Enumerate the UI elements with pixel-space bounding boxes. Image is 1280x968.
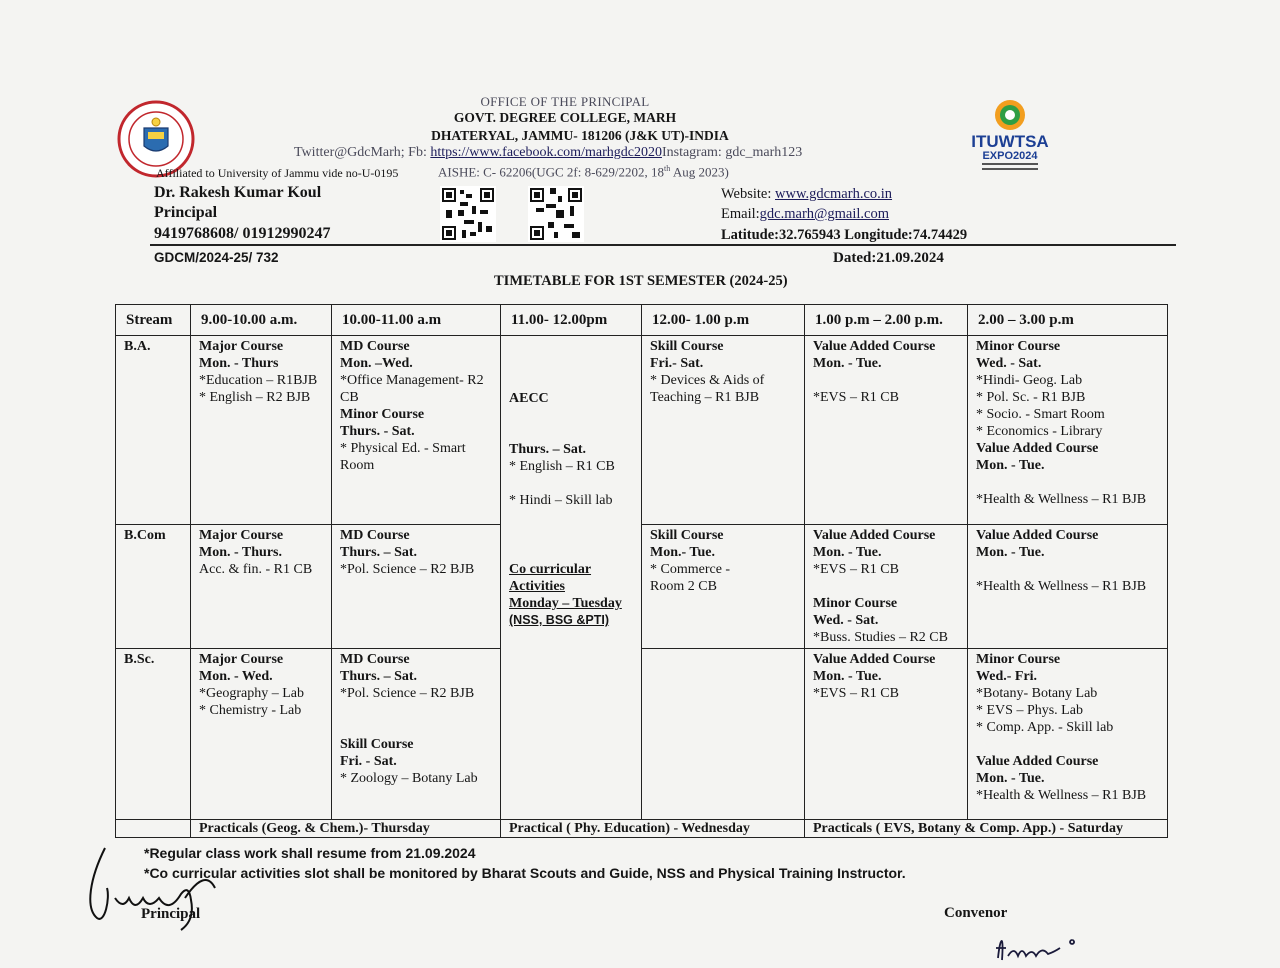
- social-prefix: Twitter@GdcMarh; Fb:: [294, 145, 431, 160]
- cocurricular-2: Activities: [509, 579, 565, 594]
- ba-slot-1: Major Course Mon. - Thurs *Education – R1BJB * English – R2 BJB: [191, 336, 332, 525]
- aishe-code: [438, 164, 729, 180]
- email-line: [721, 206, 889, 223]
- email-link[interactable]: gdc.marh@gmail.com: [759, 206, 889, 222]
- bcom-slot-1: Major Course Mon. - Thurs. Acc. & fin. - R1 CB: [191, 525, 332, 649]
- note-resume: *Regular class work shall resume from 21.09.2024: [144, 845, 476, 861]
- bsc-slot-6: Minor Course Wed.- Fri. *Botany- Botany Lab * EVS – Phys. Lab * Comp. App. - Skill lab Value Added Course Mon. - Tue. *Health & Wellness – R1 BJB: [968, 649, 1168, 820]
- cocurricular-4: (NSS, BSG &PTI): [509, 613, 610, 627]
- date: Dated:21.09.2024: [833, 250, 944, 266]
- reference-number: GDCM/2024-25/ 732: [154, 250, 279, 265]
- aecc-cell: [501, 336, 642, 820]
- header-slot-4: 12.00- 1.00 p.m: [642, 305, 805, 336]
- table-row-practicals: [116, 820, 1168, 838]
- bcom-slot-6: Value Added Course Mon. - Tue. *Health & Wellness – R1 BJB: [968, 525, 1168, 649]
- header-slot-3: 11.00- 12.00pm: [501, 305, 642, 336]
- table-row-bsc: [116, 649, 1168, 820]
- stream-bcom: B.Com: [116, 525, 191, 649]
- expo-logo: [962, 95, 1058, 175]
- social-suffix: Instagram: gdc_marh123: [661, 145, 803, 160]
- table-row-bcom: [116, 525, 1168, 649]
- expo-logo-text: ITUWTSA: [971, 132, 1049, 151]
- cocurricular-3: Monday – Tuesday: [509, 596, 622, 611]
- practicals-c: Practicals ( EVS, Botany & Comp. App.) - Saturday: [805, 820, 1168, 838]
- header-divider: [150, 244, 1176, 246]
- email-label: Email:: [721, 206, 760, 222]
- header-slot-1: 9.00-10.00 a.m.: [191, 305, 332, 336]
- coordinates: Latitude:32.765943 Longitude:74.74429: [721, 227, 968, 243]
- aecc-hindi: * Hindi – Skill lab: [509, 493, 613, 508]
- aishe-text-b: Aug 2023): [670, 164, 729, 180]
- qr-code-right: [528, 186, 584, 242]
- affiliation-note: Affiliated to University of Jammu vide no-U-0195: [156, 166, 399, 180]
- principal-title: Principal: [154, 204, 218, 221]
- header-slot-5: 1.00 p.m – 2.00 p.m.: [805, 305, 968, 336]
- college-name: GOVT. DEGREE COLLEGE, MARH: [453, 110, 677, 125]
- table-row-ba: [116, 336, 1168, 525]
- stream-bsc: B.Sc.: [116, 649, 191, 820]
- convenor-label: Convenor: [944, 905, 1008, 921]
- principal-phone: 9419768608/ 01912990247: [154, 225, 331, 242]
- bcom-slot-4: Skill Course Mon.- Tue. * Commerce - Room 2 CB: [642, 525, 805, 649]
- aishe-text-a: AISHE: C- 62206(UGC 2f: 8-629/2202, 18: [438, 164, 665, 180]
- social-links: [294, 145, 802, 161]
- cocurricular-1: Co curricular: [509, 562, 592, 577]
- bsc-slot-4: [642, 649, 805, 820]
- principal-name: Dr. Rakesh Kumar Koul: [154, 184, 322, 201]
- timetable: [115, 304, 1168, 838]
- qr-code-left: [440, 186, 496, 242]
- facebook-link[interactable]: https://www.facebook.com/marhgdc2020: [430, 145, 662, 160]
- aecc-title: AECC: [509, 391, 549, 406]
- website-line: [721, 186, 892, 203]
- header-stream: Stream: [116, 305, 191, 336]
- bcom-slot-5: Value Added Course Mon. - Tue. *EVS – R1 CB Minor Course Wed. - Sat. *Buss. Studies – R2 CB: [805, 525, 968, 649]
- ba-slot-2: MD Course Mon. –Wed. *Office Management- R2 CB Minor Course Thurs. - Sat. * Physical Ed. - Smart Room: [332, 336, 501, 525]
- bcom-slot-2: MD Course Thurs. – Sat. *Pol. Science – R2 BJB: [332, 525, 501, 649]
- ba-slot-4: Skill Course Fri.- Sat. * Devices & Aids of Teaching – R1 BJB: [642, 336, 805, 525]
- header-slot-6: 2.00 – 3.00 p.m: [968, 305, 1168, 336]
- aecc-english: * English – R1 CB: [509, 459, 615, 474]
- practicals-a: Practicals (Geog. & Chem.)- Thursday: [191, 820, 501, 838]
- ba-slot-6: Minor Course Wed. - Sat. *Hindi- Geog. Lab * Pol. Sc. - R1 BJB * Socio. - Smart Room * Economics - Library Value Added Course Mon. - Tue. *Health & Wellness – R1 BJB: [968, 336, 1168, 525]
- note-cocurricular: *Co curricular activities slot shall be monitored by Bharat Scouts and Guide, NSS and Physical Training Instructor.: [144, 865, 906, 881]
- timetable-title: TIMETABLE FOR 1ST SEMESTER (2024-25): [494, 273, 788, 289]
- stream-ba: B.A.: [116, 336, 191, 525]
- expo-logo-sub: EXPO2024: [982, 150, 1038, 162]
- website-link[interactable]: www.gdcmarh.co.in: [775, 186, 893, 202]
- bsc-slot-1: Major Course Mon. - Wed. *Geography – Lab * Chemistry - Lab: [191, 649, 332, 820]
- table-header-row: [116, 305, 1168, 336]
- website-label: Website:: [721, 186, 775, 202]
- principal-label: Principal: [141, 906, 201, 922]
- aishe-sup: th: [664, 164, 671, 173]
- practicals-b: Practical ( Phy. Education) - Wednesday: [501, 820, 805, 838]
- college-address: DHATERYAL, JAMMU- 181206 (J&K UT)-INDIA: [431, 128, 729, 143]
- office-heading: OFFICE OF THE PRINCIPAL: [480, 94, 650, 109]
- ba-slot-5: Value Added Course Mon. - Tue. *EVS – R1 CB: [805, 336, 968, 525]
- convenor-signature: [990, 928, 1080, 964]
- bsc-slot-5: Value Added Course Mon. - Tue. *EVS – R1 CB: [805, 649, 968, 820]
- header-slot-2: 10.00-11.00 a.m: [332, 305, 501, 336]
- bsc-slot-2: MD Course Thurs. – Sat. *Pol. Science – R2 BJB Skill Course Fri. - Sat. * Zoology – Botany Lab: [332, 649, 501, 820]
- aecc-days: Thurs. – Sat.: [509, 442, 587, 457]
